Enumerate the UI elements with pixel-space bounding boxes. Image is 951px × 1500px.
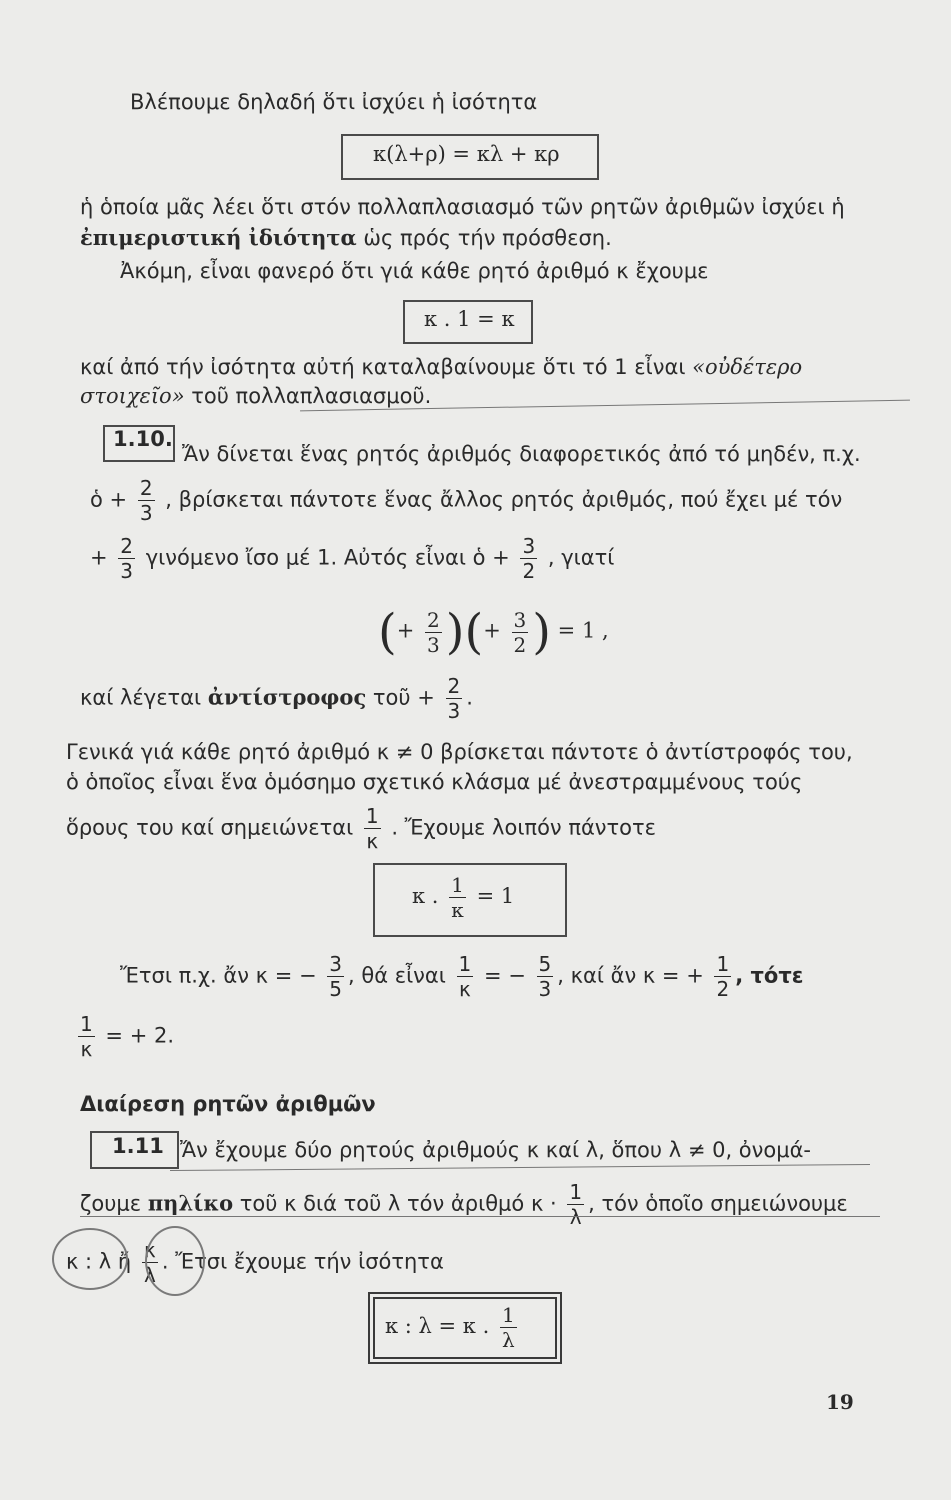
text-span: , βρίσκεται πάντοτε ἕνας ἄλλος ρητός ἀριθμός, πού ἔχει μέ τόν: [165, 487, 843, 512]
plus-sign: +: [483, 618, 501, 643]
page-number: 19: [826, 1390, 854, 1414]
plus-sign: +: [396, 618, 415, 643]
fraction: [446, 676, 463, 721]
denominator: 2: [513, 632, 527, 657]
text-line: ἡ ὁποία μᾶς λέει ὅτι στόν πολλαπλασιασμό τῶν ρητῶν ἀριθμῶν ἰσχύει ἡ: [80, 195, 845, 219]
section-number: 1.10.: [113, 427, 173, 451]
text-line: [80, 382, 431, 410]
denominator: 3: [120, 559, 134, 583]
text-line: [80, 353, 802, 381]
text-line: [120, 954, 803, 999]
text-line: Ἄν ἔχουμε δύο ρητούς ἀριθμούς κ καί λ, ὅπου λ ≠ 0, ὀνομά-: [180, 1138, 812, 1162]
text-span: τοῦ +: [366, 685, 435, 710]
numerator: 2: [427, 607, 440, 632]
fraction: [714, 954, 731, 999]
denominator: λ: [502, 1328, 515, 1352]
fraction: [78, 1014, 95, 1059]
text-span: ὁ +: [90, 487, 128, 512]
denominator: 3: [538, 977, 552, 1001]
fraction: [520, 536, 537, 581]
text-span: , καί ἄν κ = +: [557, 963, 704, 988]
numerator: 2: [447, 674, 461, 698]
section-number: 1.11: [112, 1134, 164, 1158]
equation-division: [385, 1305, 521, 1350]
fraction: [449, 875, 466, 920]
text-line: [90, 478, 842, 523]
bold-term-quotient: πηλίκο: [147, 1190, 234, 1216]
equation-result: = 1 ,: [557, 618, 609, 643]
denominator: κ: [459, 977, 471, 1001]
section-heading: Διαίρεση ρητῶν ἀριθμῶν: [80, 1092, 376, 1116]
denominator: κ: [366, 829, 379, 853]
text-span: τοῦ κ διά τοῦ λ τόν ἀριθμό κ ·: [233, 1191, 557, 1216]
text-span: ὡς πρός τήν πρόσθεση.: [356, 226, 612, 250]
bold-term-reciprocal: ἀντίστροφος: [207, 684, 367, 710]
text-line: [66, 806, 656, 851]
text-span: , γιατί: [547, 545, 615, 570]
text-span: = −: [483, 963, 526, 988]
text-span: τοῦ πολλαπλασιασμοῦ.: [184, 384, 432, 408]
italic-term: στοιχεῖο»: [80, 384, 185, 408]
text-span: Ἔτσι π.χ. ἄν κ = −: [120, 963, 317, 988]
text-span: καί ἀπό τήν ἰσότητα αὐτή καταλαβαίνουμε ὅτι τό 1 εἶναι: [80, 355, 693, 379]
text-span: , τότε: [735, 963, 804, 988]
equation-reciprocal-identity: [412, 875, 514, 920]
numerator: 2: [139, 476, 153, 500]
text-span: ὅρους του καί σημειώνεται: [66, 815, 354, 840]
fraction: [364, 806, 381, 851]
denominator: 2: [716, 977, 730, 1001]
text-line: [90, 536, 614, 581]
numerator: 1: [501, 1303, 515, 1327]
text-line: [80, 1182, 848, 1227]
fraction: [327, 954, 344, 999]
fraction: [138, 478, 155, 523]
pencil-circle-mark: [145, 1226, 205, 1296]
bold-term-distributive: ἐπιμεριστική ἰδιότητα: [80, 225, 357, 250]
fraction: [500, 1305, 517, 1350]
text-span: ζουμε: [80, 1191, 148, 1216]
denominator: κ: [80, 1037, 93, 1061]
text-span: καί λέγεται: [80, 685, 208, 710]
numerator: 1: [716, 952, 730, 976]
text-line: ὁ ὁποῖος εἶναι ἕνα ὁμόσημο σχετικό κλάσμα μέ ἀνεστραμμένους τούς: [66, 770, 803, 794]
denominator: κ: [451, 898, 464, 922]
text-line: [80, 224, 612, 252]
text-span: = + 2.: [105, 1023, 174, 1048]
numerator: 1: [365, 804, 379, 828]
numerator: 3: [522, 534, 536, 558]
text-span: κ .: [412, 884, 439, 908]
fraction: [512, 607, 529, 657]
denominator: λ: [569, 1205, 582, 1229]
numerator: 1: [569, 1180, 583, 1204]
numerator: 1: [458, 952, 472, 976]
fraction: [537, 954, 554, 999]
text-line: καί λέγεται ἀντίστροφος τοῦ + $\frac{2}{3}$ .: [80, 674, 473, 723]
text-span: κ : λ = κ .: [385, 1314, 490, 1338]
numerator: 5: [538, 952, 552, 976]
fraction: [567, 1182, 584, 1227]
denominator: 3: [427, 632, 440, 657]
equation-identity: κ . 1 = κ: [424, 307, 515, 331]
text-span: , τόν ὁποῖο σημειώνουμε: [588, 1191, 848, 1216]
text-line: Ἄν δίνεται ἕνας ρητός ἀριθμός διαφορετικός ἀπό τό μηδέν, π.χ.: [182, 442, 861, 466]
text-line: Βλέπουμε δηλαδή ὅτι ἰσχύει ἡ ἰσότητα: [130, 90, 538, 114]
text-span: +: [90, 545, 108, 570]
fraction: [425, 607, 442, 657]
denominator: 2: [522, 559, 536, 583]
pencil-circle-mark: [52, 1228, 128, 1290]
text-span: . Ἔχουμε λοιπόν πάντοτε: [391, 815, 657, 840]
numerator: 2: [120, 534, 134, 558]
text-span: γινόμενο ἴσο μέ 1. Αὐτός εἶναι ὁ +: [145, 545, 510, 570]
text-line: Ἀκόμη, εἶναι φανερό ὅτι γιά κάθε ρητό ἀριθμό κ ἔχουμε: [120, 259, 709, 283]
denominator: 3: [139, 501, 153, 525]
text-span: . Ἔτσι ἔχουμε τήν ἰσότητα: [161, 1249, 444, 1274]
numerator: 1: [80, 1012, 93, 1036]
underline-mark: [80, 1216, 880, 1217]
text-span: = 1: [476, 884, 515, 908]
denominator: 3: [447, 699, 461, 723]
fraction: [118, 536, 135, 581]
denominator: 5: [329, 977, 342, 1001]
text-span: κ : λ ἤ: [66, 1249, 132, 1274]
text-line: Γενικά γιά κάθε ρητό ἀριθμό κ ≠ 0 βρίσκεται πάντοτε ὁ ἀντίστροφός του,: [66, 740, 853, 764]
text-span: , θά εἶναι: [348, 963, 446, 988]
numerator: 3: [513, 607, 527, 632]
italic-term: «οὐδέτερο: [692, 355, 803, 379]
numerator: 1: [451, 873, 464, 897]
numerator: κ: [144, 1238, 156, 1262]
underline-mark: [170, 1164, 870, 1171]
numerator: 3: [329, 952, 342, 976]
equation-reciprocal-product: (+ $\frac{2}{3}$ )(+ $\frac{3}{2}$ ) = 1 ,: [378, 604, 609, 660]
fraction: [457, 954, 474, 999]
text-line: [74, 1014, 174, 1059]
denominator: λ: [143, 1263, 156, 1287]
equation-distributive: κ(λ+ρ) = κλ + κρ: [373, 142, 560, 166]
